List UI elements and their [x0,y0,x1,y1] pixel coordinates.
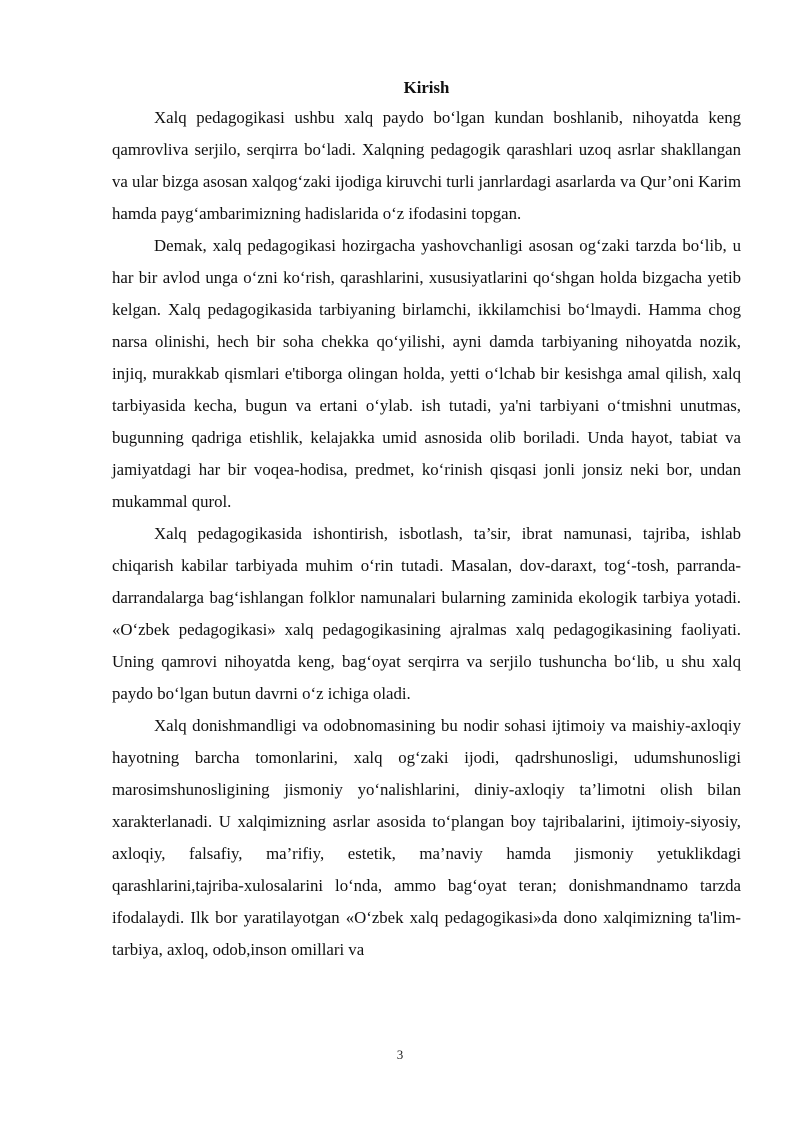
document-title: Kirish [403,78,450,97]
document-page [112,74,741,966]
paragraph-3: Xalq pedagogikasida ishontirish, isbotlash, ta’sir, ibrat namunasi, tajriba, ishlab chiqarish kabilar tarbiyada muhim o‘rin tutadi. Masalan, dov-daraxt, tog‘-tosh, parranda-darrandalarga bag‘ishlangan folklor namunalari bularning zaminida ekologik tarbiya yotadi. «O‘zbek pedagogikasi» xalq pedagogikasining ajralmas xalq pedagogikasining faoliyati. Uning qamrovi nihoyatda keng, bag‘oyat serqirra va serjilo tushuncha bo‘lib, u shu xalq paydo bo‘lgan butun davrni o‘z ichiga oladi. [112,524,741,703]
page-number: 3 [396,1047,404,1062]
paragraph-1: Xalq pedagogikasi ushbu xalq paydo bo‘lgan kundan boshlanib, nihoyatda keng qamrovliva serjilo, serqirra bo‘ladi. Xalqning pedagogik qarashlari uzoq asrlar shakllangan va ular bizga asosan xalqog‘zaki ijodiga kiruvchi turli janrlardagi asarlarda va Qur’oni Karim hamda payg‘ambarimizning hadislarida o‘z ifodasini topgan. [112,108,741,223]
paragraph-2: Demak, xalq pedagogikasi hozirgacha yashovchanligi asosan og‘zaki tarzda bo‘lib, u har bir avlod unga o‘zni ko‘rish, qarashlarini, xususiyatlarini qo‘shgan holda bizgacha yetib kelgan. Xalq pedagogikasida tarbiyaning birlamchi, ikkilamchisi bo‘lmaydi. Hamma chog narsa olinishi, hech bir soha chekka qo‘yilishi, ayni damda tarbiyaning nihoyatda nozik, injiq, murakkab qismlari e'tiborga olingan holda, yetti o‘lchab bir kesishga amal qilish, xalq tarbiyasida kecha, bugun va ertani o‘ylab. ish tutadi, ya'ni tarbiyani o‘tmishni unutmas, bugunning qadriga etishlik, kelajakka umid asnosida olib boriladi. Unda hayot, tabiat va jamiyatdagi har bir voqea-hodisa, predmet, ko‘rinish qisqasi jonli jonsiz neki bor, undan mukammal qurol. [112,236,741,511]
paragraph-4: Xalq donishmandligi va odobnomasining bu nodir sohasi ijtimoiy va maishiy-axloqiy hayotning barcha tomonlarini, xalq og‘zaki ijodi, qadrshunosligi, udumshunosligi marosimshunosligining jismoniy yo‘nalishlarini, diniy-axloqiy ta’limotni olish bilan xarakterlanadi. U xalqimizning asrlar asosida to‘plangan boy tajribalarini, ijtimoiy-siyosiy, axloqiy, falsafiy, ma’rifiy, estetik, ma’naviy hamda jismoniy yetuklikdagi qarashlarini,tajriba-xulosalarini lo‘nda, ammo bag‘oyat teran; donishmandnamo tarzda ifodalaydi. Ilk bor yaratilayotgan «O‘zbek xalq pedagogikasi»da dono xalqimizning ta'lim-tarbiya, axloq, odob,inson omillari va [112,716,741,959]
